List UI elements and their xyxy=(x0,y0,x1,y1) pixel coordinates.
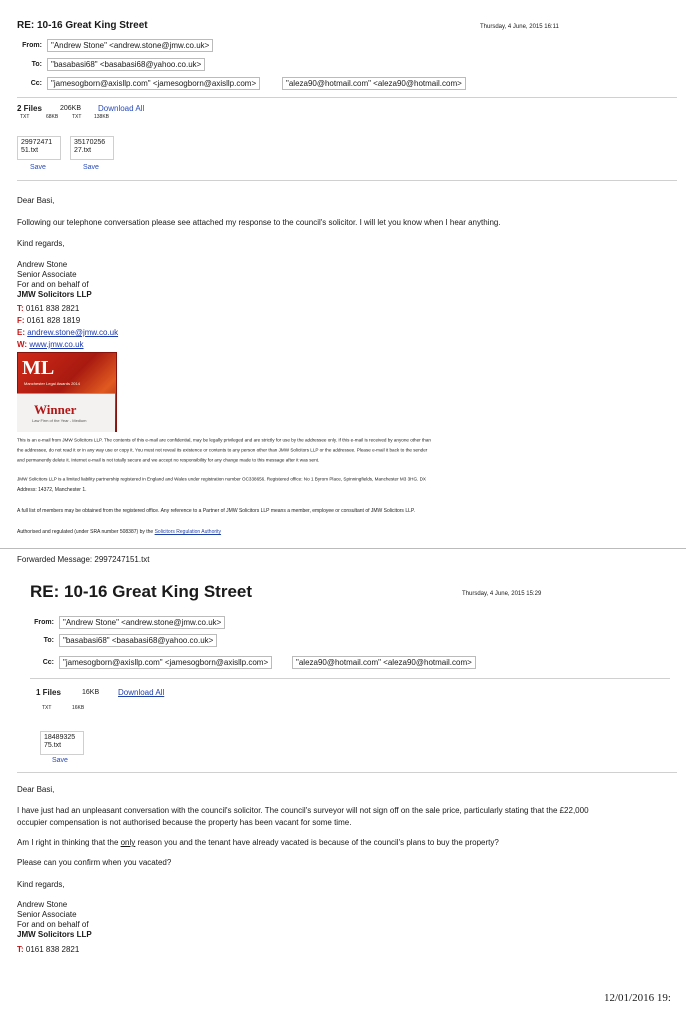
scan-timestamp: 12/01/2016 19: xyxy=(604,992,671,1004)
attachment-name: 18489325 xyxy=(44,734,76,741)
email-subject: RE: 10-16 Great King Street xyxy=(17,20,148,31)
members-text: A full list of members may be obtained from the registered office. Any reference to a Partner of JMW Solicitors LLP means a member, employee or consultant of JMW Solicitors LLP. xyxy=(17,508,415,514)
email-greeting: Dear Basi, xyxy=(17,785,55,794)
email-closing: Kind regards, xyxy=(17,239,65,248)
signature-title: Senior Associate xyxy=(17,910,77,919)
from-label: From: xyxy=(22,42,42,49)
award-logo-letters: ML xyxy=(22,357,55,379)
cc-address[interactable]: "aleza90@hotmail.com" <aleza90@hotmail.com> xyxy=(282,77,466,90)
attachment-name: 35170256 xyxy=(74,139,106,146)
registration-text: JMW Solicitors LLP is a limited liability partnership registered in England and Wales under registration number OC338656. Registered office: No 1 Byrom Place, Spinningfields, Manchester M3 3HG. DX xyxy=(17,476,427,483)
signature-behalf: For and on behalf of xyxy=(17,280,89,289)
cc-label: Cc: xyxy=(42,659,54,666)
files-size: 206KB xyxy=(60,105,82,112)
cc-address[interactable]: "jamesogborn@axisllp.com" <jamesogborn@axisllp.com> xyxy=(47,77,260,90)
file-size: 16KB xyxy=(72,705,85,711)
email-date: Thursday, 4 June, 2015 15:29 xyxy=(462,591,542,597)
web-link[interactable]: www.jmw.co.uk xyxy=(29,340,84,349)
file-size: 68KB xyxy=(46,114,59,120)
tel-number: 0161 838 2821 xyxy=(25,945,80,954)
from-address[interactable]: "Andrew Stone" <andrew.stone@jmw.co.uk> xyxy=(59,616,225,629)
attachment-tile[interactable] xyxy=(40,731,84,755)
sra-link[interactable]: Solicitors Regulation Authority xyxy=(154,529,222,535)
cc-address[interactable]: "aleza90@hotmail.com" <aleza90@hotmail.com> xyxy=(292,656,476,669)
email-date: Thursday, 4 June, 2015 16:11 xyxy=(480,24,559,30)
attachment-tile[interactable] xyxy=(70,136,114,160)
to-address[interactable]: "basabasi68" <basabasi68@yahoo.co.uk> xyxy=(47,58,205,71)
signature-name: Andrew Stone xyxy=(17,260,68,269)
registration-text: Address: 14372, Manchester 1. xyxy=(17,487,87,493)
download-all-link[interactable]: Download All xyxy=(118,688,165,697)
attachment-name: 75.txt xyxy=(44,742,62,749)
files-count: 1 Files xyxy=(36,688,61,697)
award-winner-text: Winner xyxy=(34,402,77,417)
email-body: I have just had an unpleasant conversation with the council's solicitor. The council's surveyor will not sign off on the sale price, particularly stating that the £22,000 occupier compensation is not authorised because the property has been vacant for some time. xyxy=(17,806,589,827)
email-link[interactable]: andrew.stone@jmw.co.uk xyxy=(27,328,119,337)
download-all-link[interactable]: Download All xyxy=(98,104,145,113)
signature-name: Andrew Stone xyxy=(17,900,68,909)
authorisation-text: Authorised and regulated (under SRA number 508387) by the xyxy=(17,529,155,535)
from-label: From: xyxy=(34,619,54,626)
forwarded-message-label[interactable]: Forwarded Message: 2997247151.txt xyxy=(17,555,150,564)
disclaimer-text: the addressee, do not read it or in any way use or copy it. You must not reveal its existence or contents to any person other than JMW Solicitors LLP or the addressee. Please e-mail it back to the sender xyxy=(17,447,428,454)
cc-label: Cc: xyxy=(30,80,42,87)
file-type: TXT xyxy=(20,114,30,120)
to-label: To: xyxy=(31,61,42,68)
email-greeting: Dear Basi, xyxy=(17,196,55,205)
award-subtitle: Law Firm of the Year - Medium xyxy=(32,418,87,423)
fax-label: F: xyxy=(17,316,25,325)
attachment-tile[interactable] xyxy=(17,136,61,160)
signature-firm: JMW Solicitors LLP xyxy=(17,930,92,939)
files-size: 16KB xyxy=(82,689,100,696)
to-address[interactable]: "basabasi68" <basabasi68@yahoo.co.uk> xyxy=(59,634,217,647)
attachment-name: 51.txt xyxy=(21,147,39,154)
email-body: Am I right in thinking that the xyxy=(17,838,121,847)
signature-behalf: For and on behalf of xyxy=(17,920,89,929)
tel-label: T: xyxy=(17,945,24,954)
cc-address[interactable]: "jamesogborn@axisllp.com" <jamesogborn@axisllp.com> xyxy=(59,656,272,669)
from-address[interactable]: "Andrew Stone" <andrew.stone@jmw.co.uk> xyxy=(47,39,213,52)
email-label: E: xyxy=(17,328,25,337)
email-subject: RE: 10-16 Great King Street xyxy=(30,582,253,601)
tel-label: T: xyxy=(17,304,24,313)
disclaimer-text: and permanently delete it. Internet e-mail is not totally secure and we accept no responsibility for any change made to this message after it was sent. xyxy=(17,457,320,464)
save-button[interactable]: Save xyxy=(52,757,68,764)
attachment-name: 27.txt xyxy=(74,147,92,154)
tel-number: 0161 838 2821 xyxy=(25,304,80,313)
award-logo-caption: Manchester Legal Awards 2014 xyxy=(24,381,80,386)
file-type: TXT xyxy=(42,705,52,711)
to-label: To: xyxy=(43,637,54,644)
email-closing: Kind regards, xyxy=(17,880,65,889)
save-button[interactable]: Save xyxy=(30,164,46,171)
disclaimer-text: This is an e-mail from JMW Solicitors LLP. The contents of this e-mail are confidential, may be legally privileged and are strictly for use by the addressee only. If this e-mail is received by anyone other than xyxy=(17,437,431,444)
email-body: reason you and the tenant have already vacated is because of the council's plans to buy the property? xyxy=(135,838,499,847)
email-body: Please can you confirm when you vacated? xyxy=(17,858,172,867)
signature-title: Senior Associate xyxy=(17,270,77,279)
fax-number: 0161 828 1819 xyxy=(26,316,81,325)
file-type: TXT xyxy=(72,114,82,120)
attachment-name: 29972471 xyxy=(21,139,53,146)
file-size: 138KB xyxy=(94,114,110,120)
web-label: W: xyxy=(17,340,28,349)
files-count: 2 Files xyxy=(17,104,42,113)
save-button[interactable]: Save xyxy=(83,164,99,171)
email-body-emphasis: only xyxy=(120,838,136,847)
email-body: Following our telephone conversation please see attached my response to the council's solicitor. I will let you know when I hear anything. xyxy=(17,218,501,227)
signature-firm: JMW Solicitors LLP xyxy=(17,290,92,299)
